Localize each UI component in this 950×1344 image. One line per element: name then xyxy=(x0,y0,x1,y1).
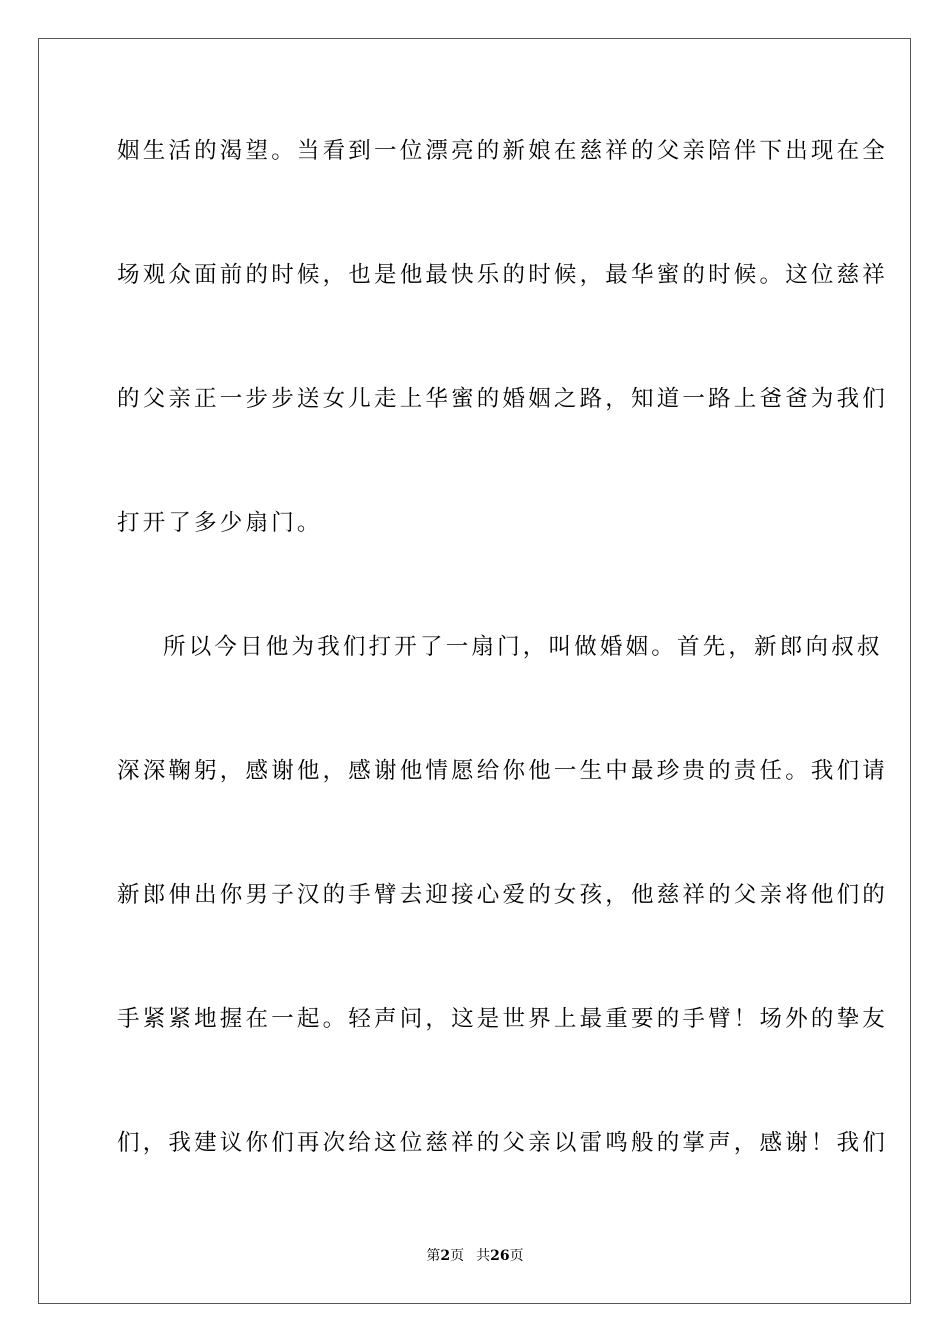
total-suffix: 页 xyxy=(509,1248,524,1264)
total-prefix: 共 xyxy=(476,1248,491,1264)
paragraph-line: 姻生活的渴望。当看到一位漂亮的新娘在慈祥的父亲陪伴下出现在全 xyxy=(117,138,889,164)
paragraph-line: 的父亲正一步步送女儿走上华蜜的婚姻之路，知道一路上爸爸为我们 xyxy=(117,386,889,412)
paragraph-line: 打开了多少扇门。 xyxy=(117,510,323,536)
paragraph-line: 新郎伸出你男子汉的手臂去迎接心爱的女孩，他慈祥的父亲将他们的 xyxy=(117,882,889,908)
paragraph-line: 所以今日他为我们打开了一扇门，叫做婚姻。首先，新郎向叔叔 xyxy=(163,634,883,660)
page-prefix: 第 xyxy=(426,1248,441,1264)
paragraph-line: 手紧紧地握在一起。轻声问，这是世界上最重要的手臂！场外的挚友 xyxy=(117,1006,889,1032)
page-number: 2 xyxy=(440,1248,451,1264)
document-body xyxy=(117,126,889,1242)
total-pages: 26 xyxy=(490,1248,510,1264)
page-footer xyxy=(0,1245,950,1265)
page-suffix: 页 xyxy=(450,1248,465,1264)
paragraph-line: 场观众面前的时候，也是他最快乐的时候，最华蜜的时候。这位慈祥 xyxy=(117,262,889,288)
paragraph-line: 们，我建议你们再次给这位慈祥的父亲以雷鸣般的掌声，感谢！我们 xyxy=(117,1130,889,1156)
paragraph-line: 深深鞠躬，感谢他，感谢他情愿给你他一生中最珍贵的责任。我们请 xyxy=(117,758,889,784)
